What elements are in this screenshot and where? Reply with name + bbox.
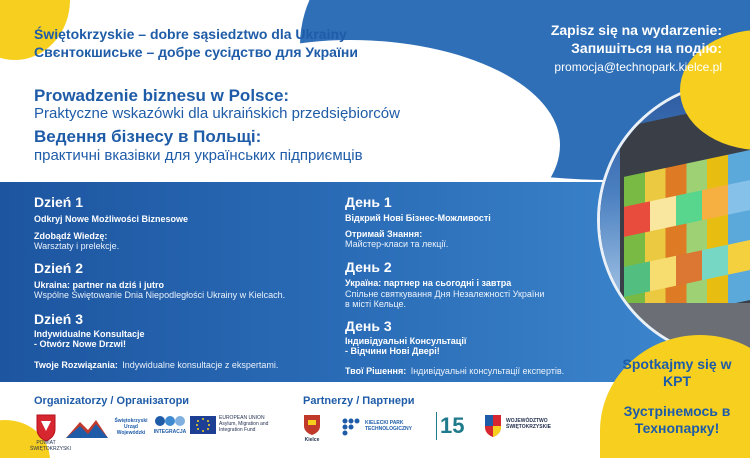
fifteen-years-logo <box>436 412 466 440</box>
integracja-logo <box>152 414 188 442</box>
mountains-logo <box>64 416 109 440</box>
kielce-logo-text: Kielce <box>304 437 320 443</box>
day-1-title-pl: Odkryj Nowe Możliwości Biznesowe <box>34 214 189 224</box>
cta-ua: Зустрінемось в Технопарку! <box>623 403 731 436</box>
day-2-heading-pl: Dzień 2 <box>34 260 84 276</box>
fundacja-logo <box>114 416 148 442</box>
registration-heading-ua: Запишіться на подію: <box>571 40 722 56</box>
fifteen-years-text: 15 <box>440 413 465 438</box>
day-1-body-pl: Warsztaty i prelekcje. <box>34 241 120 251</box>
day-3-title2-ua: - Відчини Нові Двері! <box>345 346 440 356</box>
day-2-heading-ua: День 2 <box>345 259 392 275</box>
day-3-title2-pl: - Otwórz Nowe Drzwi! <box>34 339 126 349</box>
wojewodztwo-logo <box>484 413 554 441</box>
tagline-ua: Свєнтокшиське – добре сусідство для України <box>34 44 358 60</box>
headline-pl-subtitle: Praktyczne wskazówki dla ukraińskich przedsiębiorców <box>34 105 400 122</box>
partners-label: Partnerzy / Партнери <box>303 395 415 407</box>
day-2-title-ua: Україна: партнер на сьогодні і завтра <box>345 278 512 288</box>
wojewodztwo-logo-text: WOJEWÓDZTWO ŚWIĘTOKRZYSKIE <box>506 418 551 430</box>
day-1-heading-pl: Dzień 1 <box>34 194 84 210</box>
day-3-heading-pl: Dzień 3 <box>34 311 84 327</box>
day-1-label-pl: Zdobądź Wiedzę: <box>34 231 108 241</box>
day-2-body-ua: Спільне святкування Дня Незалежності України <box>345 289 545 299</box>
day-1-body-ua: Майстер-класи та лекції. <box>345 239 449 249</box>
headline-ua-title: Ведення бізнесу в Польщі: <box>34 127 262 146</box>
day-3-detail-ua <box>345 361 564 379</box>
powiat-logo-text: POWIAT ŚWIĘTOKRZYSKI <box>30 440 72 452</box>
day-3-detail-pl <box>34 355 278 373</box>
registration-heading-pl: Zapisz się na wydarzenie: <box>550 22 722 38</box>
headline-pl-title: Prowadzenie biznesu w Polsce: <box>34 86 290 105</box>
day-3-heading-ua: День 3 <box>345 318 392 334</box>
day-2-body-pl: Wspólne Świętowanie Dnia Niepodległości Ukrainy w Kielcach. <box>34 290 286 300</box>
eu-fund-logo <box>190 414 274 438</box>
day-2-body2-ua: в місті Кельце. <box>345 299 407 309</box>
kielce-crest-logo <box>303 414 321 444</box>
headline-ua-subtitle: практичні вказівки для українських підприємців <box>34 147 363 164</box>
powiat-crest-logo <box>30 413 72 452</box>
fundacja-logo-text: Świętokrzyski Urząd Wojewódzki <box>114 418 148 436</box>
integracja-logo-text: INTEGRACJA <box>153 429 187 435</box>
day-3-title-ua: Індивідуальні Консультації <box>345 336 467 346</box>
day-3-title-pl: Indywidualne Konsultacje <box>34 329 145 339</box>
day-1-title-ua: Відкрий Нові Бізнес-Можливості <box>345 213 491 223</box>
organizers-label: Organizatorzy / Організатори <box>34 395 190 407</box>
day-3-body-pl: Indywidualne konsultacje z ekspertami. <box>122 360 279 370</box>
day-1-label-ua: Отримай Знання: <box>345 229 423 239</box>
day-3-label-ua: Твої Рішення: <box>345 366 407 376</box>
kpt-logo <box>340 414 430 440</box>
registration-email-link[interactable]: promocja@technopark.kielce.pl <box>554 60 722 74</box>
kpt-logo-text: KIELECKI PARK TECHNOLOGICZNY <box>365 420 412 432</box>
eu-fund-logo-text: EUROPEAN UNION Asylum, Migration and Integration Fund <box>219 415 269 433</box>
day-3-body-ua: Індивідуальні консультації експертів. <box>410 366 565 376</box>
tagline-pl: Świętokrzyskie – dobre sąsiedztwo dla Ukrainy <box>34 26 347 42</box>
day-1-heading-ua: День 1 <box>345 194 392 210</box>
cta-pl: Spotkajmy się w KPT <box>622 356 732 389</box>
day-2-title-pl: Ukraina: partner na dziś i jutro <box>34 280 165 290</box>
day-3-label-pl: Twoje Rozwiązania: <box>34 360 118 370</box>
